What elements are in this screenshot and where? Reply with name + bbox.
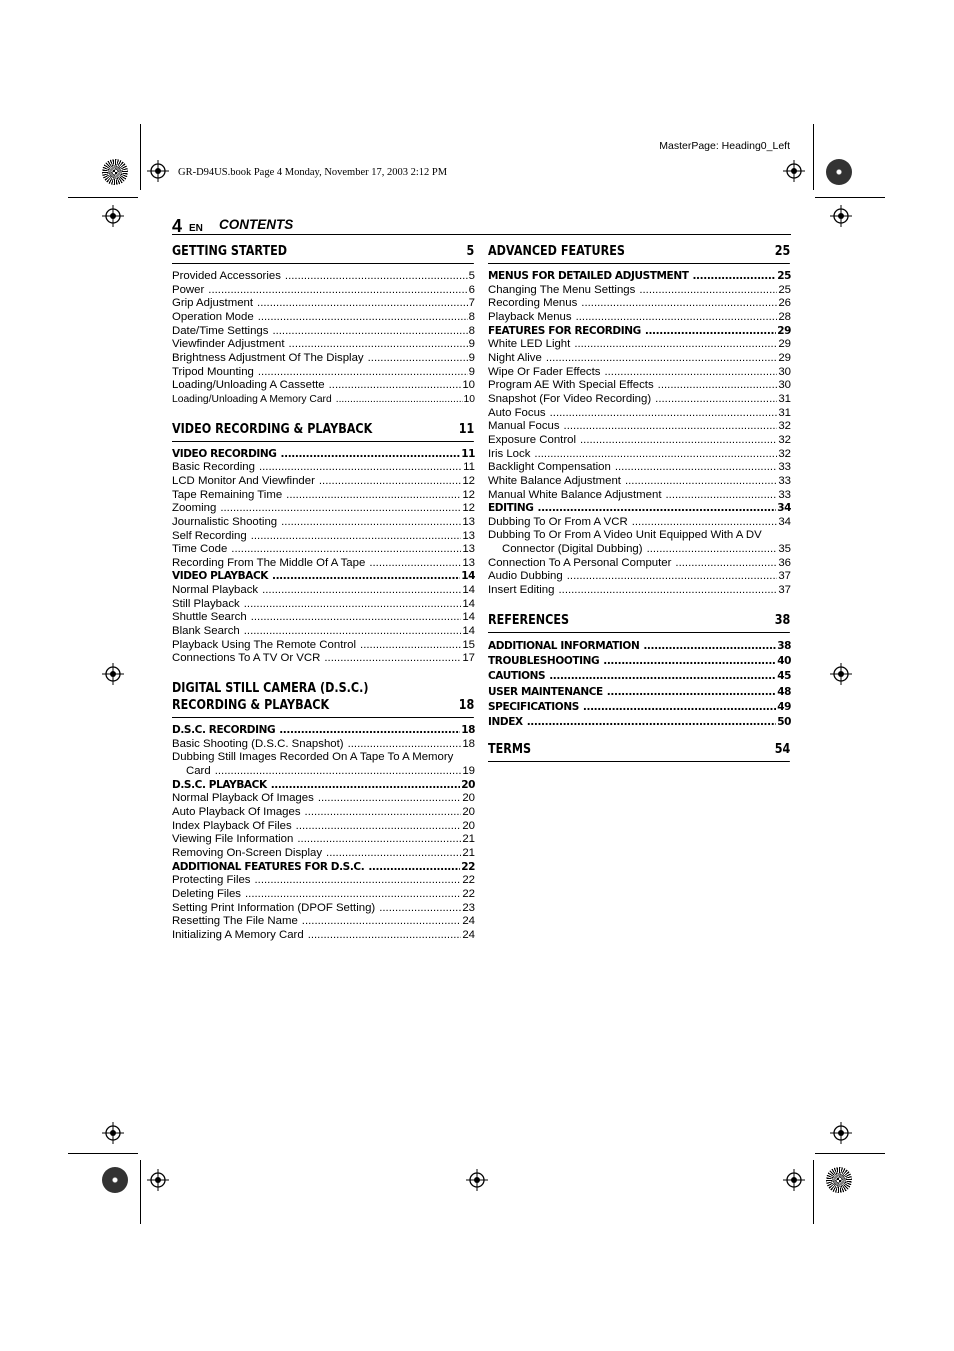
master-page-label: MasterPage: Heading0_Left <box>659 140 790 152</box>
toc-subheading[interactable]: EDITING ..... 34 <box>488 502 791 516</box>
registration-mark-icon <box>147 1169 169 1191</box>
toc-entry[interactable]: Deleting Files ..... 22 <box>172 888 475 902</box>
page-header <box>172 216 791 235</box>
toc-entry[interactable]: Audio Dubbing ..... 37 <box>488 570 791 584</box>
toc-entry[interactable]: Snapshot (For Video Recording) ..... 31 <box>488 393 791 407</box>
toc-subheading[interactable]: VIDEO PLAYBACK ..... 14 <box>172 570 475 584</box>
toc-entry[interactable]: Provided Accessories ..... 5 <box>172 270 475 284</box>
page-number: 4 <box>172 216 183 236</box>
toc-entry[interactable]: Tripod Mounting ..... 9 <box>172 366 475 380</box>
toc-entry[interactable]: Loading/Unloading A Memory Card ..... 10 <box>172 393 475 407</box>
toc-entry[interactable]: Connections To A TV Or VCR ..... 17 <box>172 652 475 666</box>
toc-subheading[interactable]: ADDITIONAL INFORMATION ..... 38 <box>488 639 791 654</box>
toc-entry[interactable]: Self Recording ..... 13 <box>172 530 475 544</box>
registration-mark-icon <box>830 1122 852 1144</box>
toc-entry[interactable]: Viewfinder Adjustment ..... 9 <box>172 338 475 352</box>
toc-subheading[interactable]: INDEX ..... 50 <box>488 715 791 730</box>
toc-right-column <box>488 243 791 770</box>
toc-entry-line: Card ..... 19 <box>172 765 475 779</box>
toc-entry[interactable]: Still Playback ..... 14 <box>172 598 475 612</box>
toc-entry[interactable] <box>172 751 475 778</box>
toc-section <box>172 243 475 407</box>
toc-entry[interactable]: Program AE With Special Effects ..... 30 <box>488 379 791 393</box>
toc-entry[interactable]: Initializing A Memory Card ..... 24 <box>172 929 475 943</box>
toc-entry[interactable]: Resetting The File Name ..... 24 <box>172 915 475 929</box>
toc-section <box>488 741 791 762</box>
toc-entry[interactable]: Viewing File Information ..... 21 <box>172 833 475 847</box>
toc-entry[interactable]: Zooming ..... 12 <box>172 502 475 516</box>
toc-entry[interactable]: Blank Search ..... 14 <box>172 625 475 639</box>
toc-entry[interactable]: Auto Playback Of Images ..... 20 <box>172 806 475 820</box>
toc-entry[interactable]: Dubbing To Or From A VCR ..... 34 <box>488 516 791 530</box>
toc-entry[interactable] <box>488 529 791 556</box>
toc-subheading[interactable]: D.S.C. PLAYBACK ..... 20 <box>172 779 475 793</box>
toc-entry[interactable]: LCD Monitor And Viewfinder ..... 12 <box>172 475 475 489</box>
toc-entry[interactable]: Exposure Control ..... 32 <box>488 434 791 448</box>
toc-subheading[interactable]: USER MAINTENANCE ..... 48 <box>488 685 791 700</box>
toc-entry[interactable]: Iris Lock ..... 32 <box>488 448 791 462</box>
toc-entry[interactable]: Normal Playback Of Images ..... 20 <box>172 792 475 806</box>
toc-entry[interactable]: White LED Light ..... 29 <box>488 338 791 352</box>
registration-mark-icon <box>830 205 852 227</box>
toc-entry[interactable]: Backlight Compensation ..... 33 <box>488 461 791 475</box>
toc-entry[interactable]: Basic Recording ..... 11 <box>172 461 475 475</box>
toc-subheading[interactable]: D.S.C. RECORDING ..... 18 <box>172 724 475 738</box>
toc-entry-line: Connector (Digital Dubbing) ..... 35 <box>488 543 791 557</box>
section-heading[interactable]: VIDEO RECORDING & PLAYBACK 11 <box>172 421 474 442</box>
toc-entry[interactable]: Grip Adjustment ..... 7 <box>172 297 475 311</box>
registration-mark-icon <box>102 205 124 227</box>
toc-section <box>488 243 791 598</box>
toc-entry[interactable]: Date/Time Settings ..... 8 <box>172 325 475 339</box>
toc-entry[interactable]: Playback Menus ..... 28 <box>488 311 791 325</box>
toc-entry[interactable]: Operation Mode ..... 8 <box>172 311 475 325</box>
toc-entry[interactable]: Removing On-Screen Display ..... 21 <box>172 847 475 861</box>
registration-mark-icon <box>147 160 169 182</box>
toc-entry[interactable]: Basic Shooting (D.S.C. Snapshot) ..... 18 <box>172 738 475 752</box>
toc-subheading[interactable]: VIDEO RECORDING ..... 11 <box>172 448 475 462</box>
toc-entry[interactable]: Recording Menus ..... 26 <box>488 297 791 311</box>
toc-entry[interactable]: Loading/Unloading A Cassette ..... 10 <box>172 379 475 393</box>
toc-entry[interactable]: Index Playback Of Files ..... 20 <box>172 820 475 834</box>
book-info: GR-D94US.book Page 4 Monday, November 17, 2003 2:12 PM <box>178 167 448 178</box>
registration-mark-icon <box>102 1122 124 1144</box>
color-target-icon <box>102 159 128 185</box>
contents-title: CONTENTS <box>219 217 294 232</box>
toc-entry[interactable]: Connection To A Personal Computer ..... 36 <box>488 557 791 571</box>
toc-entry[interactable]: Playback Using The Remote Control ..... 15 <box>172 639 475 653</box>
toc-entry[interactable]: Time Code ..... 13 <box>172 543 475 557</box>
toc-subheading[interactable]: MENUS FOR DETAILED ADJUSTMENT ..... 25 <box>488 270 791 284</box>
toc-entry-line: Dubbing To Or From A Video Unit Equipped With A DV <box>488 529 762 542</box>
section-heading[interactable]: GETTING STARTED 5 <box>172 243 474 264</box>
toc-entry[interactable]: Brightness Adjustment Of The Display ..... 9 <box>172 352 475 366</box>
toc-entry[interactable]: Setting Print Information (DPOF Setting) ..... 23 <box>172 902 475 916</box>
toc-entry[interactable]: Tape Remaining Time ..... 12 <box>172 489 475 503</box>
toc-entry[interactable]: Recording From The Middle Of A Tape ..... 13 <box>172 557 475 571</box>
registration-mark-icon <box>466 1169 488 1191</box>
toc-subheading[interactable]: SPECIFICATIONS ..... 49 <box>488 700 791 715</box>
toc-entry[interactable]: Changing The Menu Settings ..... 25 <box>488 284 791 298</box>
color-target-icon <box>826 1167 852 1193</box>
language-label: EN <box>189 223 203 234</box>
toc-subheading[interactable]: ADDITIONAL FEATURES FOR D.S.C. ..... 22 <box>172 861 475 875</box>
section-heading[interactable]: ADVANCED FEATURES 25 <box>488 243 790 264</box>
toc-entry[interactable]: Manual White Balance Adjustment ..... 33 <box>488 489 791 503</box>
toc-entry[interactable]: Wipe Or Fader Effects ..... 30 <box>488 366 791 380</box>
toc-entry[interactable]: Shuttle Search ..... 14 <box>172 611 475 625</box>
toc-subheading[interactable]: TROUBLESHOOTING ..... 40 <box>488 654 791 669</box>
section-heading[interactable]: TERMS 54 <box>488 741 790 762</box>
registration-mark-icon <box>102 663 124 685</box>
toc-entry[interactable]: Night Alive ..... 29 <box>488 352 791 366</box>
toc-entry[interactable]: Manual Focus ..... 32 <box>488 420 791 434</box>
section-heading[interactable]: DIGITAL STILL CAMERA (D.S.C.) RECORDING & PLAYBACK 18 <box>172 680 474 718</box>
toc-entry[interactable]: Insert Editing ..... 37 <box>488 584 791 598</box>
toc-section <box>172 421 475 667</box>
toc-section <box>488 612 791 731</box>
toc-entry-line: Dubbing Still Images Recorded On A Tape To A Memory <box>172 751 454 764</box>
toc-entry[interactable]: Journalistic Shooting ..... 13 <box>172 516 475 530</box>
toc-subheading[interactable]: CAUTIONS ..... 45 <box>488 669 791 684</box>
toc-subheading[interactable]: FEATURES FOR RECORDING ..... 29 <box>488 325 791 339</box>
toc-entry[interactable]: Auto Focus ..... 31 <box>488 407 791 421</box>
toc-left-column <box>172 243 475 951</box>
toc-section <box>172 680 475 943</box>
toc-entry[interactable]: Protecting Files ..... 22 <box>172 874 475 888</box>
registration-mark-icon <box>783 1169 805 1191</box>
toc-entry[interactable]: Normal Playback ..... 14 <box>172 584 475 598</box>
section-heading[interactable]: REFERENCES 38 <box>488 612 790 633</box>
color-target-icon <box>826 159 852 185</box>
toc-entry[interactable]: Power ..... 6 <box>172 284 475 298</box>
color-target-icon <box>102 1167 128 1193</box>
registration-mark-icon <box>783 160 805 182</box>
toc-entry[interactable]: White Balance Adjustment ..... 33 <box>488 475 791 489</box>
registration-mark-icon <box>830 663 852 685</box>
